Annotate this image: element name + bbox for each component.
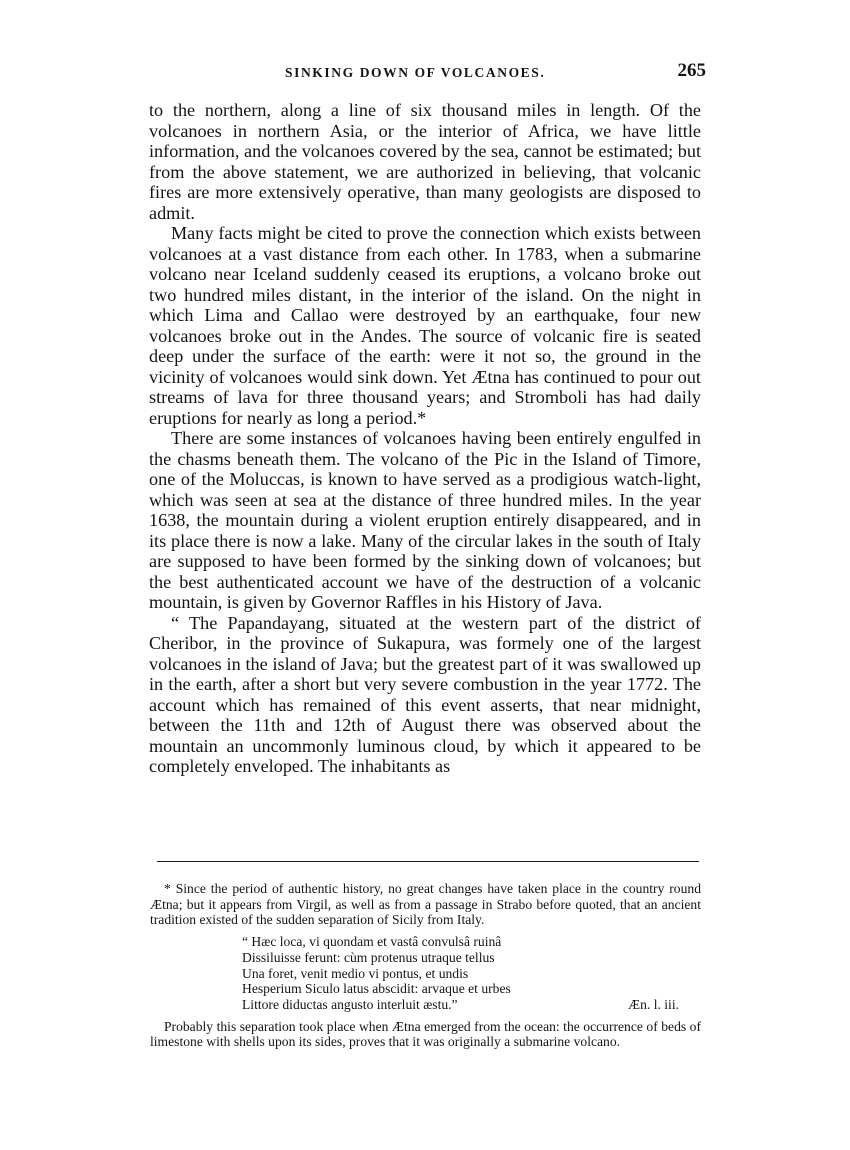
footnote	[150, 881, 701, 1050]
body-text	[149, 100, 701, 777]
verse-line: Una foret, venit medio vi pontus, et undis	[242, 965, 469, 981]
footnote-rule	[157, 861, 699, 862]
verse-line-text: Littore diductas angusto interluit æstu.”	[242, 996, 458, 1012]
verse-citation: Æn. l. iii.	[628, 996, 679, 1012]
verse-line: Hesperium Siculo latus abscidit: arvaque et urbes	[242, 981, 511, 997]
body-paragraph: “ The Papandayang, situated at the western part of the district of Cheribor, in the province of Sukapura, was formely one of the largest volcanoes in the island of Java; but the greatest part of it was swallowed up in the earth, after a short but very severe combustion in the year 1772. The account which has remained of this event asserts, that near midnight, between the 11th and 12th of August there was observed about the mountain an uncommonly luminous cloud, by which it appeared to be completely enveloped. The inhabitants as	[149, 612, 701, 776]
verse-line: “ Hæc loca, vi quondam et vastâ convulsâ ruinâ	[242, 934, 502, 950]
verse-quotation	[242, 934, 701, 1013]
running-title: SINKING DOWN OF VOLCANOES.	[285, 65, 546, 80]
verse-line-last	[242, 997, 701, 1013]
body-paragraph: Many facts might be cited to prove the connection which exists between volcanoes at a vast distance from each other. In 1783, when a submarine volcano near Iceland suddenly ceased its eruptions, a volcano broke out two hundred miles distant, in the interior of the island. On the night in which Lima and Callao were destroyed by an earthquake, four new volcanoes broke out in the Andes. The source of volcanic fire is seated deep under the surface of the earth: were it not so, the ground in the vicinity of volcanoes would sink down. Yet Ætna has continued to pour out streams of lava for three thousand years; and Stromboli has had daily eruptions for nearly as long a period.*	[149, 223, 701, 428]
page-header	[150, 62, 706, 84]
footnote-intro: * Since the period of authentic history, no great changes have taken place in the country round Ætna; but it appears from Virgil, as well as from a passage in Strabo before quoted, that an ancient tradition existed of the sudden separation of Sicily from Italy.	[150, 881, 701, 928]
verse-line: Dissiluisse ferunt: cùm protenus utraque tellus	[242, 949, 495, 965]
body-paragraph: There are some instances of volcanoes having been entirely engulfed in the chasms beneath them. The volcano of the Pic in the Island of Timore, one of the Moluccas, is known to have served as a prodigious watch-light, which was seen at sea at the distance of three hundred miles. In the year 1638, the mountain during a violent eruption entirely disappeared, and in its place there is now a lake. Many of the circular lakes in the south of Italy are supposed to have been formed by the sinking down of volcanoes; but the best authenticated account we have of the destruction of a volcanic mountain, is given by Governor Raffles in his History of Java.	[149, 428, 701, 612]
body-paragraph: to the northern, along a line of six thousand miles in length. Of the volcanoes in northern Asia, or the interior of Africa, we have little information, and the volcanoes covered by the sea, cannot be estimated; but from the above statement, we are authorized in believing, that volcanic fires are more extensively operative, than many geologists are disposed to admit.	[149, 100, 701, 223]
footnote-closing: Probably this separation took place when Ætna emerged from the ocean: the occurrence of beds of limestone with shells upon its sides, proves that it was originally a submarine volcano.	[150, 1018, 701, 1050]
page-number: 265	[677, 60, 706, 81]
